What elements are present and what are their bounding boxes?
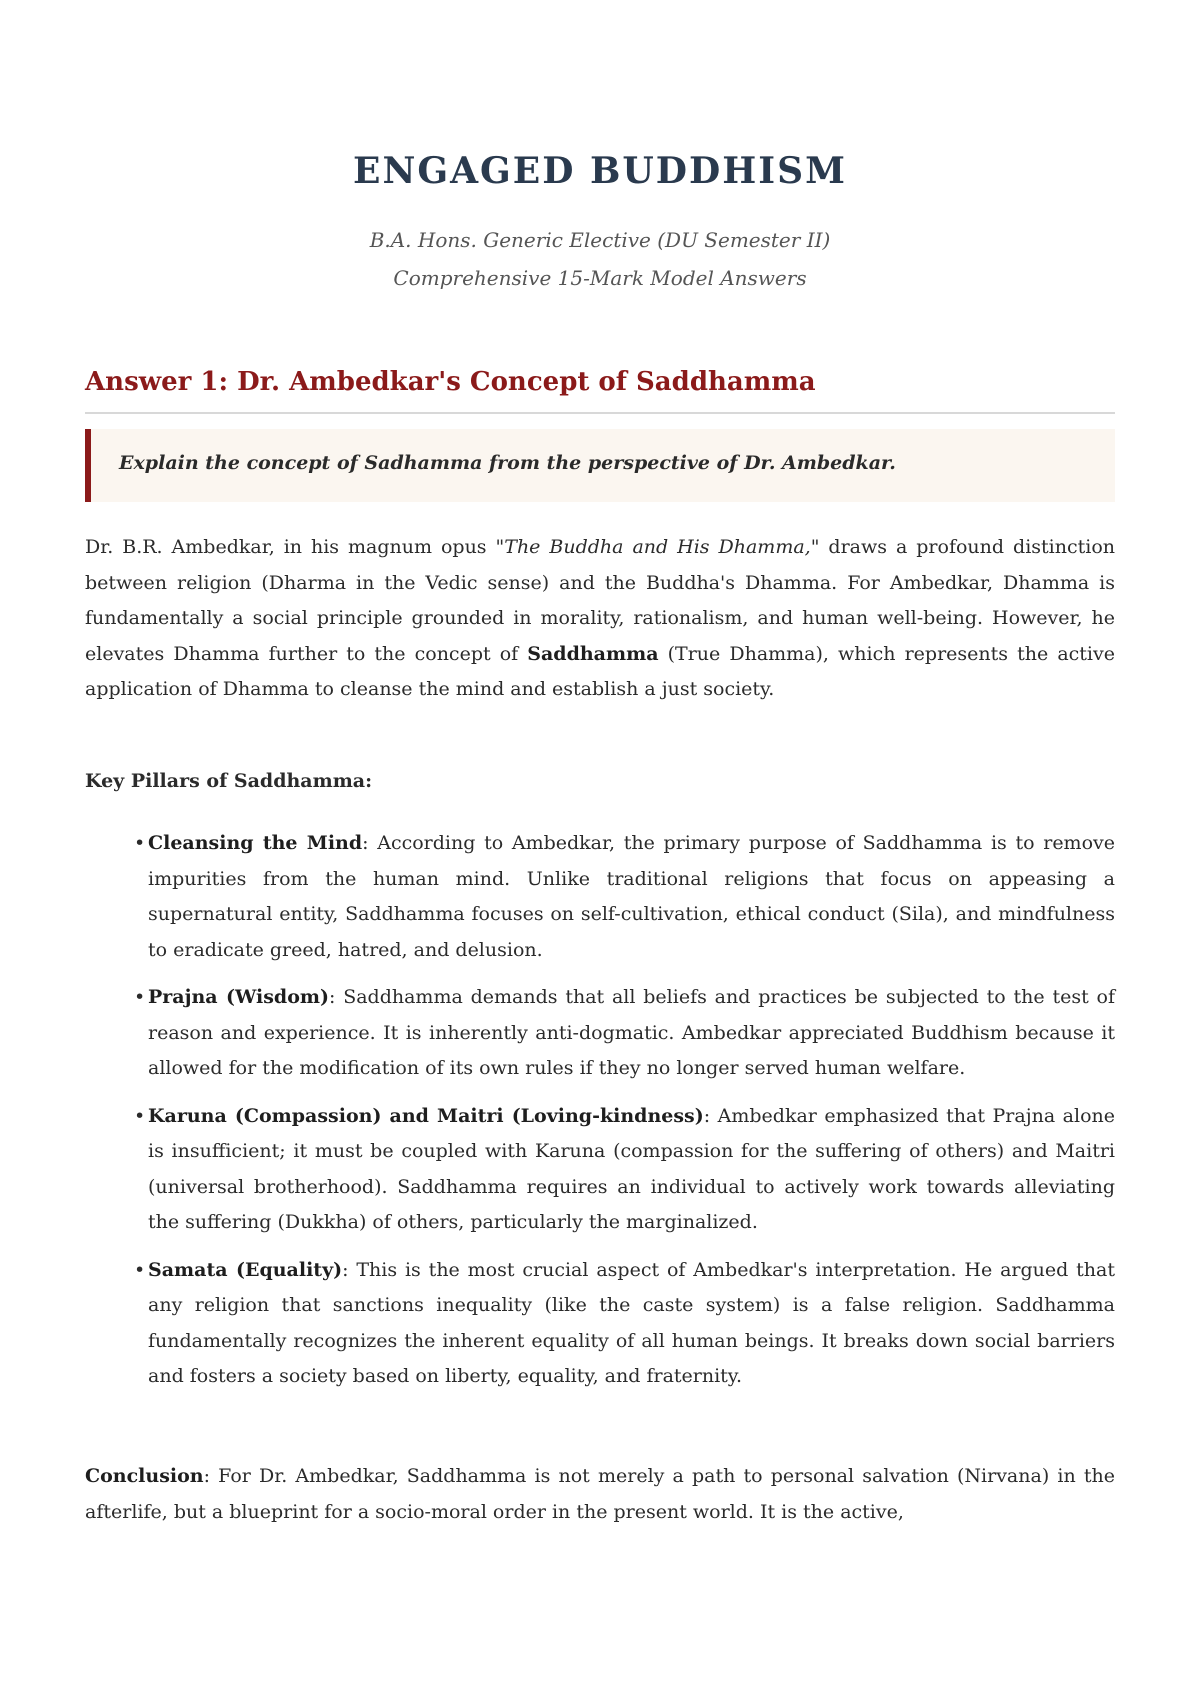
list-item (148, 826, 1115, 968)
list-item (148, 1099, 1115, 1241)
document-subtitle-description: Comprehensive 15-Mark Model Answers (393, 266, 807, 290)
answer-heading: Answer 1: Dr. Ambedkar's Concept of Saddhamma (85, 367, 816, 397)
document-title: ENGAGED BUDDHISM (353, 150, 847, 192)
intro-text-3: (True Dhamma), which represents the active application of Dhamma to cleanse the mind and establish a just society. (85, 642, 1115, 700)
key-pillars-heading: Key Pillars of Saddhamma: (85, 770, 373, 792)
pillar-term: Karuna (Compassion) and Maitri (Loving-kindness) (148, 1104, 704, 1127)
pillar-text: : This is the most crucial aspect of Ambedkar's interpretation. He argued that any religion that sanctions inequality (like the caste system) is a false religion. Saddhamma fundamentally recognizes the inherent equality of all human beings. It breaks down social barriers and fosters a society based on liberty, equality, and fraternity. (148, 1258, 1115, 1387)
pillar-term: Cleansing the Mind (148, 832, 363, 854)
pillars-list (148, 826, 1115, 1407)
document-subtitle-course: B.A. Hons. Generic Elective (DU Semester II) (369, 228, 831, 252)
heading-divider (85, 412, 1115, 414)
intro-text-1: Dr. B.R. Ambedkar, in his magnum opus (85, 536, 496, 558)
list-item (148, 980, 1115, 1087)
pillar-term: Prajna (Wisdom) (148, 986, 329, 1008)
book-title: "The Buddha and His Dhamma," (495, 536, 820, 558)
pillar-text: : Ambedkar emphasized that Prajna alone is insufficient; it must be coupled with Karuna (compassion for the suffering of others) and Maitri (universal brotherhood). Saddhamma requires an individual to actively work towards alleviating the suffering (Dukkha) of others, particularly the marginalized. (148, 1104, 1116, 1233)
pillar-text: : Saddhamma demands that all beliefs and practices be subjected to the test of reason and experience. It is inherently anti-dogmatic. Ambedkar appreciated Buddhism because it allowed for the modification of its own rules if they no longer served human welfare. (148, 986, 1115, 1079)
saddhamma-term: Saddhamma (527, 642, 659, 665)
pillar-text: : According to Ambedkar, the primary purpose of Saddhamma is to remove impurities from the human mind. Unlike traditional religions that focus on appeasing a supernatural entity, Saddhamma focuses on self-cultivation, ethical conduct (Sila), and mindfulness to eradicate greed, hatred, and delusion. (148, 832, 1115, 961)
conclusion-text: : For Dr. Ambedkar, Saddhamma is not merely a path to personal salvation (Nirvana) in the afterlife, but a blueprint for a socio-moral order in the present world. It is the active, (85, 1465, 1115, 1523)
conclusion-label: Conclusion (85, 1465, 204, 1487)
intro-text-2: draws a profound distinction between religion (Dharma in the Vedic sense) and the Buddha's Dhamma. For Ambedkar, Dhamma is fundamentally a social principle grounded in morality, rationalism, and human well-being. However, he elevates Dhamma further to the concept of (85, 536, 1115, 665)
question-text: Explain the concept of Sadhamma from the perspective of Dr. Ambedkar. (119, 452, 896, 474)
intro-paragraph (85, 530, 1115, 708)
list-item (148, 1253, 1115, 1395)
pillar-term: Samata (Equality) (148, 1258, 343, 1281)
question-callout (85, 429, 1115, 502)
conclusion-paragraph (85, 1459, 1115, 1530)
